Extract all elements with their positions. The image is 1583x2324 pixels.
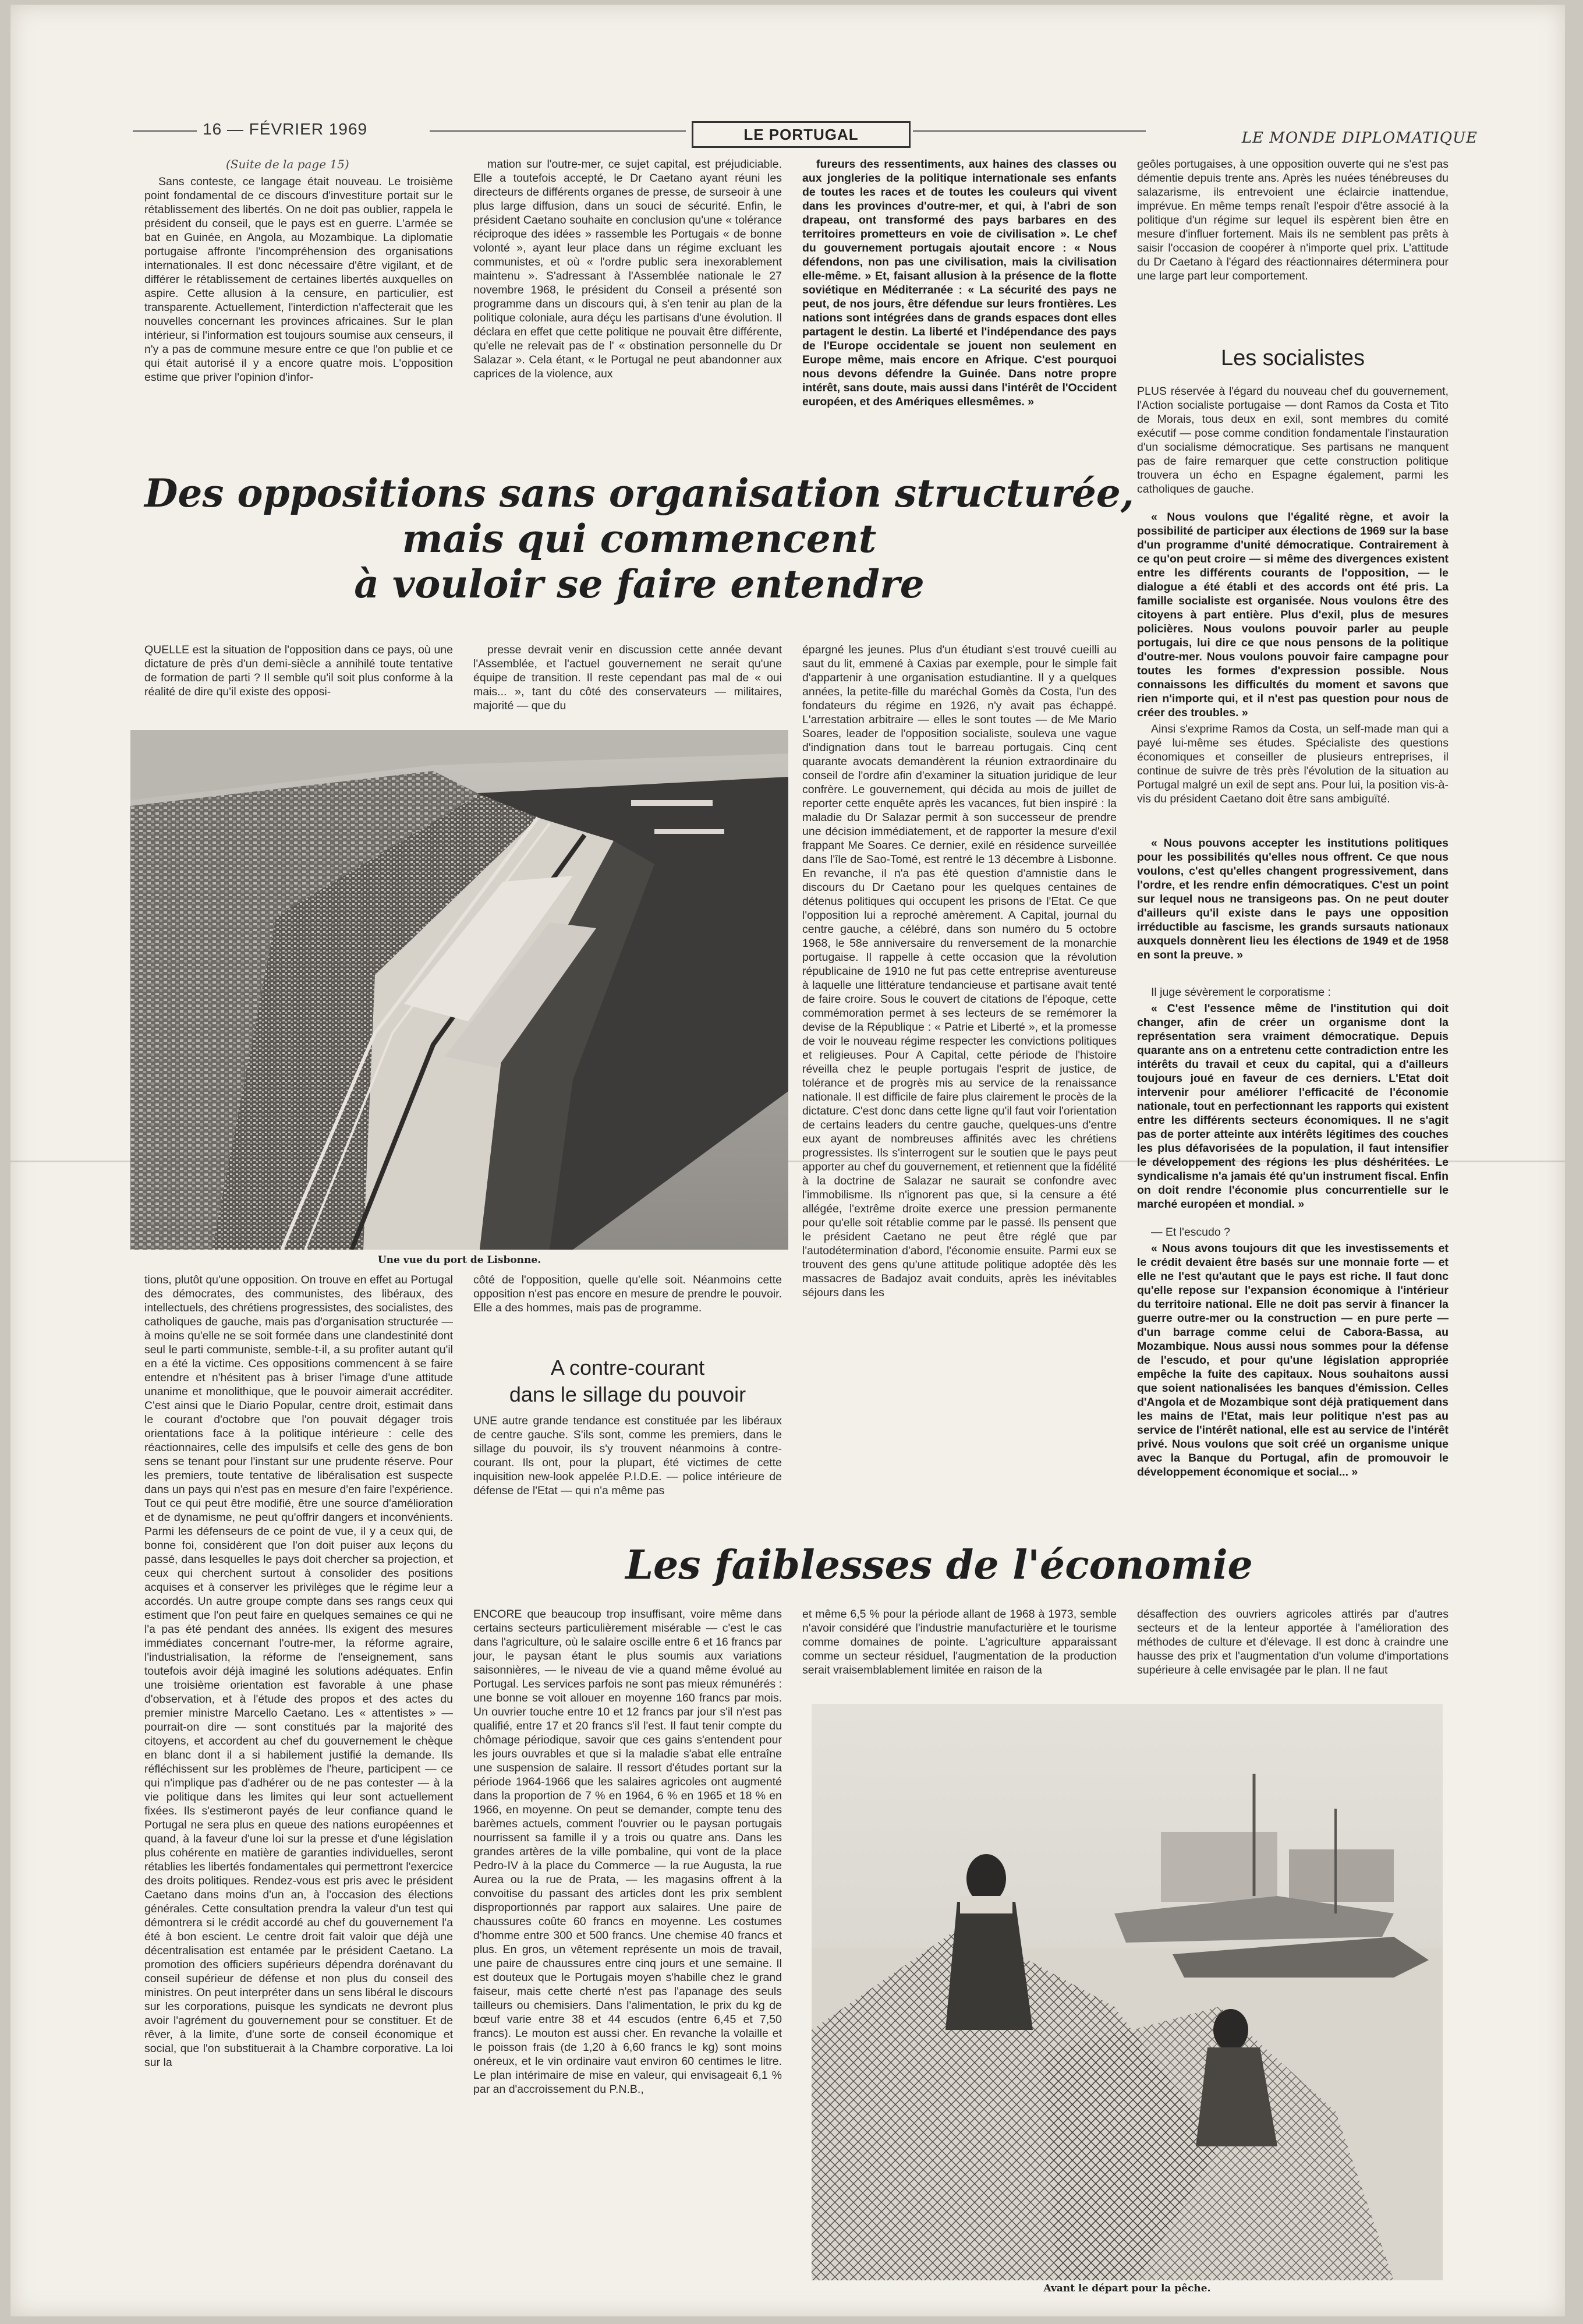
fishing-photo-caption: Avant le départ pour la pêche. <box>1043 2283 1211 2294</box>
corporatisme-intro: Il juge sévèrement le corporatisme : <box>1151 986 1331 999</box>
opposition-column-2-intro: presse devrait venir en discussion cette année devant l'Assemblée, et l'actuel gouvernement ne serait qu'une équipe de transition. Il reste cependant pas mal de « oui mais... », tant du côté des conservateurs — militaires, majorité — que du <box>473 643 782 712</box>
header-rule-mid <box>430 130 686 132</box>
headline-oppositions: Des oppositions sans organisation structurée, mais qui commencent à vouloir se faire entendre <box>144 471 1134 607</box>
opposition-column-1-intro: QUELLE est la situation de l'opposition dans ce pays, où une dictature de près d'un demi-siècle a annihilé toute tentative de formation de parti ? Il semble qu'il soit plus conforme à la réalité de dire qu'il existe des opposi- <box>144 643 453 698</box>
article-column-2-top: mation sur l'outre-mer, ce sujet capital, est préjudiciable. Elle a toutefois accepté, le Dr Caetano ayant réuni les directeurs de différents organes de presse, de surseoir à une plus large diffusion, dans un souci de sécurité. Enfin, le président Caetano souhaite en conclusion qu'une « tolérance réciproque des idées » rassemble les Portugais « de bonne volonté », ayant leur place dans un régime excluant les communistes, et où « l'ordre public sera inexorablement maintenu ». S'adressant à l'Assemblée nationale le 27 novembre 1968, le président du Conseil a présenté son programme dans un discours qui, à s'en tenir au plan de la politique coloniale, aura déçu les partisans d'une évolution. Il déclara en effet que cette politique ne pouvait être différente, qu'elle ne relevait pas de l' « obstination personnelle du Dr Salazar ». Cela étant, « le Portugal ne peut abandonner aux caprices de la violence, aux <box>473 158 782 380</box>
opposition-column-1-body: tions, plutôt qu'une opposition. On trouve en effet au Portugal des démocrates, des communistes, des libéraux, des intellectuels, des chrétiens progressistes, des socialistes, des catholiques de gauche, mais pas d'organisation structurée — à moins qu'elle ne se soit formée dans une clandestinité dont seul le parti communiste, semble-t-il, a su profiter autant qu'il en a été la victime. Ces oppositions commencent à se faire entendre et n'hésitent pas à briser l'image d'une attitude unanime et monolithique, que le pouvoir aimerait accréditer. C'est ainsi que le Diario Popular, centre droit, estimait dans le courant d'octobre que l'on pouvait dégager trois orientations face à la politique intérieure : celle des réactionnaires, celle des impulsifs et celle des gens de bon sens se tenant pour l'instant sur une prudente réserve. Pour les premiers, toute tentative de libéralisation est suspecte dans un pays qui n'est pas en mesure d'en faire l'expérience. Tout ce qui peut être modifié, être une source d'amélioration et de dynamisme, ne peut qu'offrir dangers et inconvénients. Parmi les défenseurs de ce point de vue, il y a ceux qui, de bonne foi, considèrent que l'on doit puiser aux leçons du passé, dans lesquelles le pays doit chercher sa projection, et ceux qui cherchent surtout à consolider des positions acquises et à conserver les privilèges que le régime leur a accordés. Un autre groupe compte dans ses rangs ceux qui estiment que l'on peut faire en quelques semaines ce qui ne l'a pas été pendant des années. Ils exigent des mesures immédiates concernant l'outre-mer, la réforme agraire, l'industrialisation, la réforme de l'enseignement, sans toutefois avoir déjà imaginé les solutions adéquates. Enfin une troisième orientation est favorable à une phase d'observation, et à l'étude des propos et des actes du premier ministre Marcello Caetano. Les « attentistes » — pourrait-on dire — sont constitués par la majorité des citoyens, et accordent au chef du gouvernement le chèque en blanc dont il a si habilement justifié la demande. Ils réfléchissent sur les problèmes de l'heure, participent — ce qui n'implique pas d'adhérer ou de ne pas contester — à la vie politique dans les limites qui leur sont actuellement fixées. Ils s'estimeront payés de leur confiance quand le Portugal ne sera plus en queue des nations européennes et quand, à la faveur d'une loi sur la presse et d'une législation plus cohérente en matière de garanties individuelles, seront rétablies les libertés fondamentales qui permettront l'exercice des droits politiques. Rendez-vous est pris avec le président Caetano dans moins d'un an, à l'occasion des élections générales. Cette consultation prendra la valeur d'un test qui démontrera si le crédit accordé au chef du gouvernement l'a été à bon escient. Le centre droit fait valoir que déjà une décentralisation est entamée par le président Caetano. La promotion des officiers supérieurs dépendra dorénavant du conseil supérieur de défense et non plus du conseil des ministres. On peut interpréter dans un sens libéral le discours sur les corporations, puisque les syndicats ne devront plus avoir l'agrément du gouvernement pour se constituer. Et de rêver, à la limite, d'une sorte de conseil économique et social, que l'on substituerait à la Chambre corporative. La loi sur la <box>144 1274 453 2069</box>
continued-note: (Suite de la page 15) <box>226 157 349 171</box>
header-rule-right <box>913 130 1146 132</box>
opposition-column-3-body: épargné les jeunes. Plus d'un étudiant s'est trouvé cueilli au saut du lit, emmené à Caxias par exemple, pour le simple fait d'appartenir à une organisation estudiantine. Il y a quelques années, la petite-fille du maréchal Gomès da Costa, l'un des fondateurs du régime en 1926, n'y avait pas échappé. L'arrestation arbitraire — elles le sont toutes — de Me Mario Soares, leader de l'opposition socialiste, souleva une vague d'indignation dans tout le barreau portugais. Cinq cent quarante avocats demandèrent la réunion extraordinaire du conseil de l'ordre afin d'examiner la situation juridique de leur confrère. Le gouvernement, qui décida au mois de juillet de reporter cette enquête après les vacances, fut bien inspiré : la maladie du Dr Salazar permit à son successeur de prendre une décision immédiatement, et de rapporter la mesure d'exil frappant Me Soares. Ce dernier, exilé en résidence surveillée dans l'île de Sao-Tomé, est rentré le 13 décembre à Lisbonne. En revanche, il n'a pas été question d'amnistie dans le discours du Dr Caetano pour les quelques centaines de détenus politiques qui occupent les prisons de l'Etat. Ce que l'opposition lui a reproché amèrement. A Capital, journal du centre gauche, a célébré, dans son numéro du 5 octobre 1968, le 58e anniversaire du renversement de la monarchie portugaise. Il rappelle à cette occasion que la révolution républicaine de 1910 ne fut pas cette entreprise aventureuse à laquelle une littérature tendancieuse et partisane avait tenté de faire croire. Sous le couvert de citations de l'époque, cette commémoration permet à ses lecteurs de se remémorer la devise de la République : « Patrie et Liberté », et la promesse de voir le nouveau régime respecter les convictions politiques et religieuses. Pour A Capital, cette période de l'histoire réveilla chez le peuple portugais l'esprit de justice, de tolérance et de progrès mis au service de la renaissance nationale. Il est difficile de faire plus clairement le procès de la dictature. C'est donc dans cette ligne qu'il faut voir l'orientation de certains leaders du centre gauche, quelques-uns d'entre eux ayant de nombreuses affinités avec les chrétiens progressistes. Ils s'interrogent sur le soutien que le pays peut apporter au chef du gouvernement, et retiennent que la fidélité à la doctrine de Salazar ne saurait se confondre avec l'immobilisme. Ils n'ignorent pas que, si la censure a été allégée, l'extrême droite exerce une pression permanente pour qu'elle soit rétablie comme par le passé. Ils pensent que le président Caetano ne peut être réglé que par l'autodétermination d'abord, l'économie ensuite. Parmi eux se trouvent des gens qu'une attitude politique adoptée dès les massacres de Badajoz avait conduits, après les inévitables séjours dans les <box>802 643 1117 1299</box>
fishing-photo <box>812 1704 1443 2280</box>
page-date: 16 — FÉVRIER 1969 <box>203 120 368 138</box>
fishing-nets-image <box>812 1704 1443 2280</box>
socialistes-ramos-da-costa: Ainsi s'exprime Ramos da Costa, un self-made man qui a payé lui-même ses études. Spécialiste des questions économiques et conseiller de plusieurs entreprises, il continue de suivre de très près l'évolution de la situation au Portugal malgré un exil de sept ans. Pour lui, la position vis-à-vis du président Caetano doit être sans ambiguïté. <box>1137 723 1449 805</box>
publication-name: LE MONDE DIPLOMATIQUE <box>1241 129 1478 147</box>
newspaper-page <box>10 5 1565 2316</box>
article-column-3-top: fureurs des ressentiments, aux haines des classes ou aux jongleries de la politique internationale ses enfants de toutes les races et de toutes les couleurs qui vivent dans les provinces d'outre-mer, et qui, à l'abri de son drapeau, ont transformé des pays barbares en des territoires prometteurs en voie de civilisation ». Le chef du gouvernement portugais ajoutait encore : « Nous défendons, non pas une civilisation, mais la civilisation elle-même. » Et, faisant allusion à la présence de la flotte soviétique en Méditerranée : « La sécurité des pays ne peut, de nos jours, être défendue sur leurs frontières. Les nations sont intégrées dans de grands espaces dont elles partagent le destin. La liberté et l'indépendance des pays de l'Europe occidentale se jouent non seulement en Europe même, mais encore en Afrique. C'est pourquoi nous devons défendre la Guinée. Dans notre propre intérêt, sans doute, mais aussi dans l'intérêt de l'Occident européen, et des Amériques ellesmêmes. » <box>802 158 1117 408</box>
economie-column-3: désaffection des ouvriers agricoles attirés par d'autres secteurs et de la lenteur apportée à l'amélioration des méthodes de culture et d'élevage. Il est donc à craindre une hausse des prix et l'augmentation d'un volume d'importations supérieure à celle envisagée par le plan. Il ne faut <box>1137 1608 1449 1676</box>
socialistes-intro: PLUS réservée à l'égard du nouveau chef du gouvernement, l'Action socialiste portugaise — dont Ramos da Costa et Tito de Morais, tous deux en exil, sont membres du comité exécutif — pose comme condition fondamentale l'instauration d'un socialisme démocratique. Ses partisans ne manquent pas de faire remarquer que cette construction politique trouvera un écho en Espagne également, parmi les catholiques de gauche. <box>1137 385 1449 496</box>
article-column-1-top: Sans conteste, ce langage était nouveau. Le troisième point fondamental de ce discours d'investiture portait sur le rétablissement des libertés. On ne doit pas oublier, rappela le président du conseil, que le pays est en guerre. L'armée se bat en Guinée, en Angola, au Mozambique. La diplomatie portugaise affronte l'incompréhension des organisations internationales. Il est donc nécessaire d'être vigilant, et de différer le rétablissement de certaines libertés auxquelles on aspire. Cette allusion à la censure, en particulier, est transparente. Actuellement, l'interdiction n'affecterait que les nouvelles concernant les provinces africaines. Sur le plan intérieur, si l'information est toujours soumise aux censeurs, il n'y a pas de commune mesure entre ce que l'on publie et ce qui était autorisé il y a encore quatre mois. L'opposition estime que priver l'opinion d'infor- <box>144 175 453 384</box>
opposition-column-2-body: côté de l'opposition, quelle qu'elle soit. Néanmoins cette opposition n'est pas encore en mesure de prendre le pouvoir. Elle a des hommes, mais pas de programme. <box>473 1274 782 1314</box>
lisbon-aerial-image <box>130 730 788 1250</box>
socialistes-heading: Les socialistes <box>1220 346 1365 370</box>
escudo-question: — Et l'escudo ? <box>1151 1226 1230 1239</box>
lisbon-photo-caption: Une vue du port de Lisbonne. <box>377 1254 541 1266</box>
lisbon-port-photo <box>130 730 788 1250</box>
economie-column-1: ENCORE que beaucoup trop insuffisant, voire même dans certains secteurs particulièrement misérable — c'est le cas dans l'agriculture, où le salaire oscille entre 6 et 16 francs par jour, le paysan étant le plus soumis aux variations saisonnières, — le niveau de vie a quand même évolué au Portugal. Les services parfois ne sont pas mieux rémunérés : une bonne se voit allouer en moyenne 160 francs par mois. Un ouvrier touche entre 10 et 12 francs par jour s'il n'est pas qualifié, entre 17 et 20 francs s'il l'est. Il faut tenir compte du chômage périodique, savoir que ces gains s'entendent pour les jours ouvrables et que si la maladie s'abat elle entraîne une suspension de salaire. Il ressort d'études portant sur la période 1964-1966 que les salaires agricoles ont augmenté dans la proportion de 7 % en 1964, 6 % en 1965 et 18 % en 1966, en moyenne. On peut se demander, compte tenu des barèmes actuels, comment l'ouvrier ou le paysan portugais nourrissent sa famille il y a trois ou quatre ans. Dans les grandes artères de la ville pombaline, qui vont de la place Pedro-IV à la place du Commerce — la rue Augusta, la rue Aurea ou la rue de Prata, — les magasins offrent à la convoitise du passant des articles dont les prix semblent disproportionnés par rapport aux salaires. Une paire de chaussures coûte 60 francs en moyenne. Les costumes d'homme entre 300 et 500 francs. Une chemise 40 francs et plus. En gros, un vêtement représente un mois de travail, une paire de chaussures entre cinq jours et une semaine. Il est douteux que le Portugais moyen s'habille chez le grand faiseur, mais cette cherté n'est pas l'apanage des seuls tailleurs ou chemisiers. Dans l'alimentation, le prix du kg de bœuf varie entre 38 et 44 escudos (entre 6,45 et 7,50 francs). Le mouton est aussi cher. En revanche la volaille et le poisson frais (de 1,20 à 6,60 francs le kg) sont moins onéreux, et le vin ordinaire vaut environ 60 centimes le litre. Le plan intérimaire de mise en valeur, qui envisageait 6,1 % par an d'accroissement du P.N.B., <box>473 1608 782 2096</box>
socialistes-quote-4: « Nous avons toujours dit que les investissements et le crédit devaient être basés sur une monnaie forte — et elle ne l'est qu'autant que le pays est riche. Il faut donc qu'elle repose sur l'expansion économique à l'intérieur du territoire national. Elle ne doit pas servir à financer la guerre outre-mer ou la construction — en pure perte — d'un barrage comme celui de Cabora-Bassa, au Mozambique. Nous aussi nous sommes pour la défense de l'escudo, et pour qu'une législation appropriée empêche la fuite des capitaux. Nous souhaitons aussi que soient nationalisées les banques d'émission. Celles d'Angola et de Mozambique sont déjà pratiquement dans les mains de l'Etat, mais leur politique n'est pas au service de l'intérêt national, elle est au service de l'intérêt privé. Nous voulons que soit créé un organisme unique avec la Banque du Portugal, afin de promouvoir le développement économique et social... » <box>1137 1242 1449 1478</box>
socialistes-quote-1: « Nous voulons que l'égalité règne, et avoir la possibilité de participer aux élections de 1969 sur la base d'un programme d'unité démocratique. Contrairement à ce qu'on peut croire — si même des divergences existent entre les différents courants de l'opposition, — le dialogue a été établi et des accords ont été pris. La famille socialiste est organisée. Nous voulons être des citoyens à part entière. Plus d'exil, plus de mesures policières. Nous voulons pouvoir parler au peuple portugais, lui dire ce que nous pensons de la politique d'outre-mer. Nous voulons pouvoir faire campagne pour toutes les formes d'expression possible. Nous connaissons les difficultés du moment et savons que rien n'importe qui, et il n'est pas question pour nous de créer des troubles. » <box>1137 511 1449 719</box>
headline-economie: Les faiblesses de l'économie <box>625 1542 1253 1589</box>
section-title: LE PORTUGAL <box>692 121 911 148</box>
contre-courant-heading: A contre-courant dans le sillage du pouvoir <box>509 1356 746 1406</box>
header-rule-left <box>133 130 197 132</box>
socialistes-quote-2: « Nous pouvons accepter les institutions politiques pour les possibilités qu'elles nous offrent. Ce que nous voulons, c'est qu'elles changent progressivement, dans l'ordre, et les rendre enfin démocratiques. C'est un point sur lequel nous ne transigeons pas. On ne peut douter d'ailleurs qu'il existe dans le pays une opposition irréductible au fascisme, les grands sursauts nationaux auxquels donnèrent lieu les élections de 1949 et de 1958 en sont la preuve. » <box>1137 837 1449 961</box>
right-column-top: geôles portugaises, à une opposition ouverte qui ne s'est pas démentie depuis trente ans. Après les nuées ténébreuses du salazarisme, ils entrevoient une éclaircie inattendue, imprévue. En même temps renaît l'espoir d'être associé à la politique d'un régime sur lequel ils espèrent bien être en mesure d'influer fortement. Mais ils ne semblent pas prêts à saisir l'occasion de coopérer à n'importe quel prix. L'attitude du Dr Caetano à l'égard des réactionnaires déterminera pour une large part leur comportement. <box>1137 158 1449 282</box>
economie-column-2: et même 6,5 % pour la période allant de 1968 à 1973, semble n'avoir considéré que l'industrie manufacturière et le tourisme comme domaines de pointe. L'agriculture apparaissant comme un secteur résiduel, l'augmentation de la production serait vraisemblablement limitée en raison de la <box>802 1608 1117 1676</box>
contre-courant-body: UNE autre grande tendance est constituée par les libéraux de centre gauche. S'ils sont, comme les premiers, dans le sillage du pouvoir, ils s'y trouvent néanmoins à contre-courant. Ils ont, pour la plupart, été victimes de cette inquisition new-look appelée P.I.D.E. — police intérieure de défense de l'Etat — qui n'a même pas <box>473 1414 782 1497</box>
socialistes-quote-3: « C'est l'essence même de l'institution qui doit changer, afin de créer un organisme dont la représentation sera vraiment démocratique. Depuis quarante ans on a entretenu cette contradiction entre les intérêts du travail et ceux du capital, qui a d'ailleurs toujours joué en faveur de ces derniers. L'Etat doit intervenir pour améliorer l'efficacité de l'économie nationale, tout en perfectionnant les rapports qui existent entre les différents secteurs économiques. Il ne s'agit pas de porter atteinte aux intérêts légitimes des couches les plus défavorisées de la population, il faut intensifier le développement des régions les plus déshéritées. Le syndicalisme n'a jamais été qu'un instrument fiscal. Enfin on doit rendre l'économie plus concurrentielle sur le marché européen et mondial. » <box>1137 1002 1449 1211</box>
